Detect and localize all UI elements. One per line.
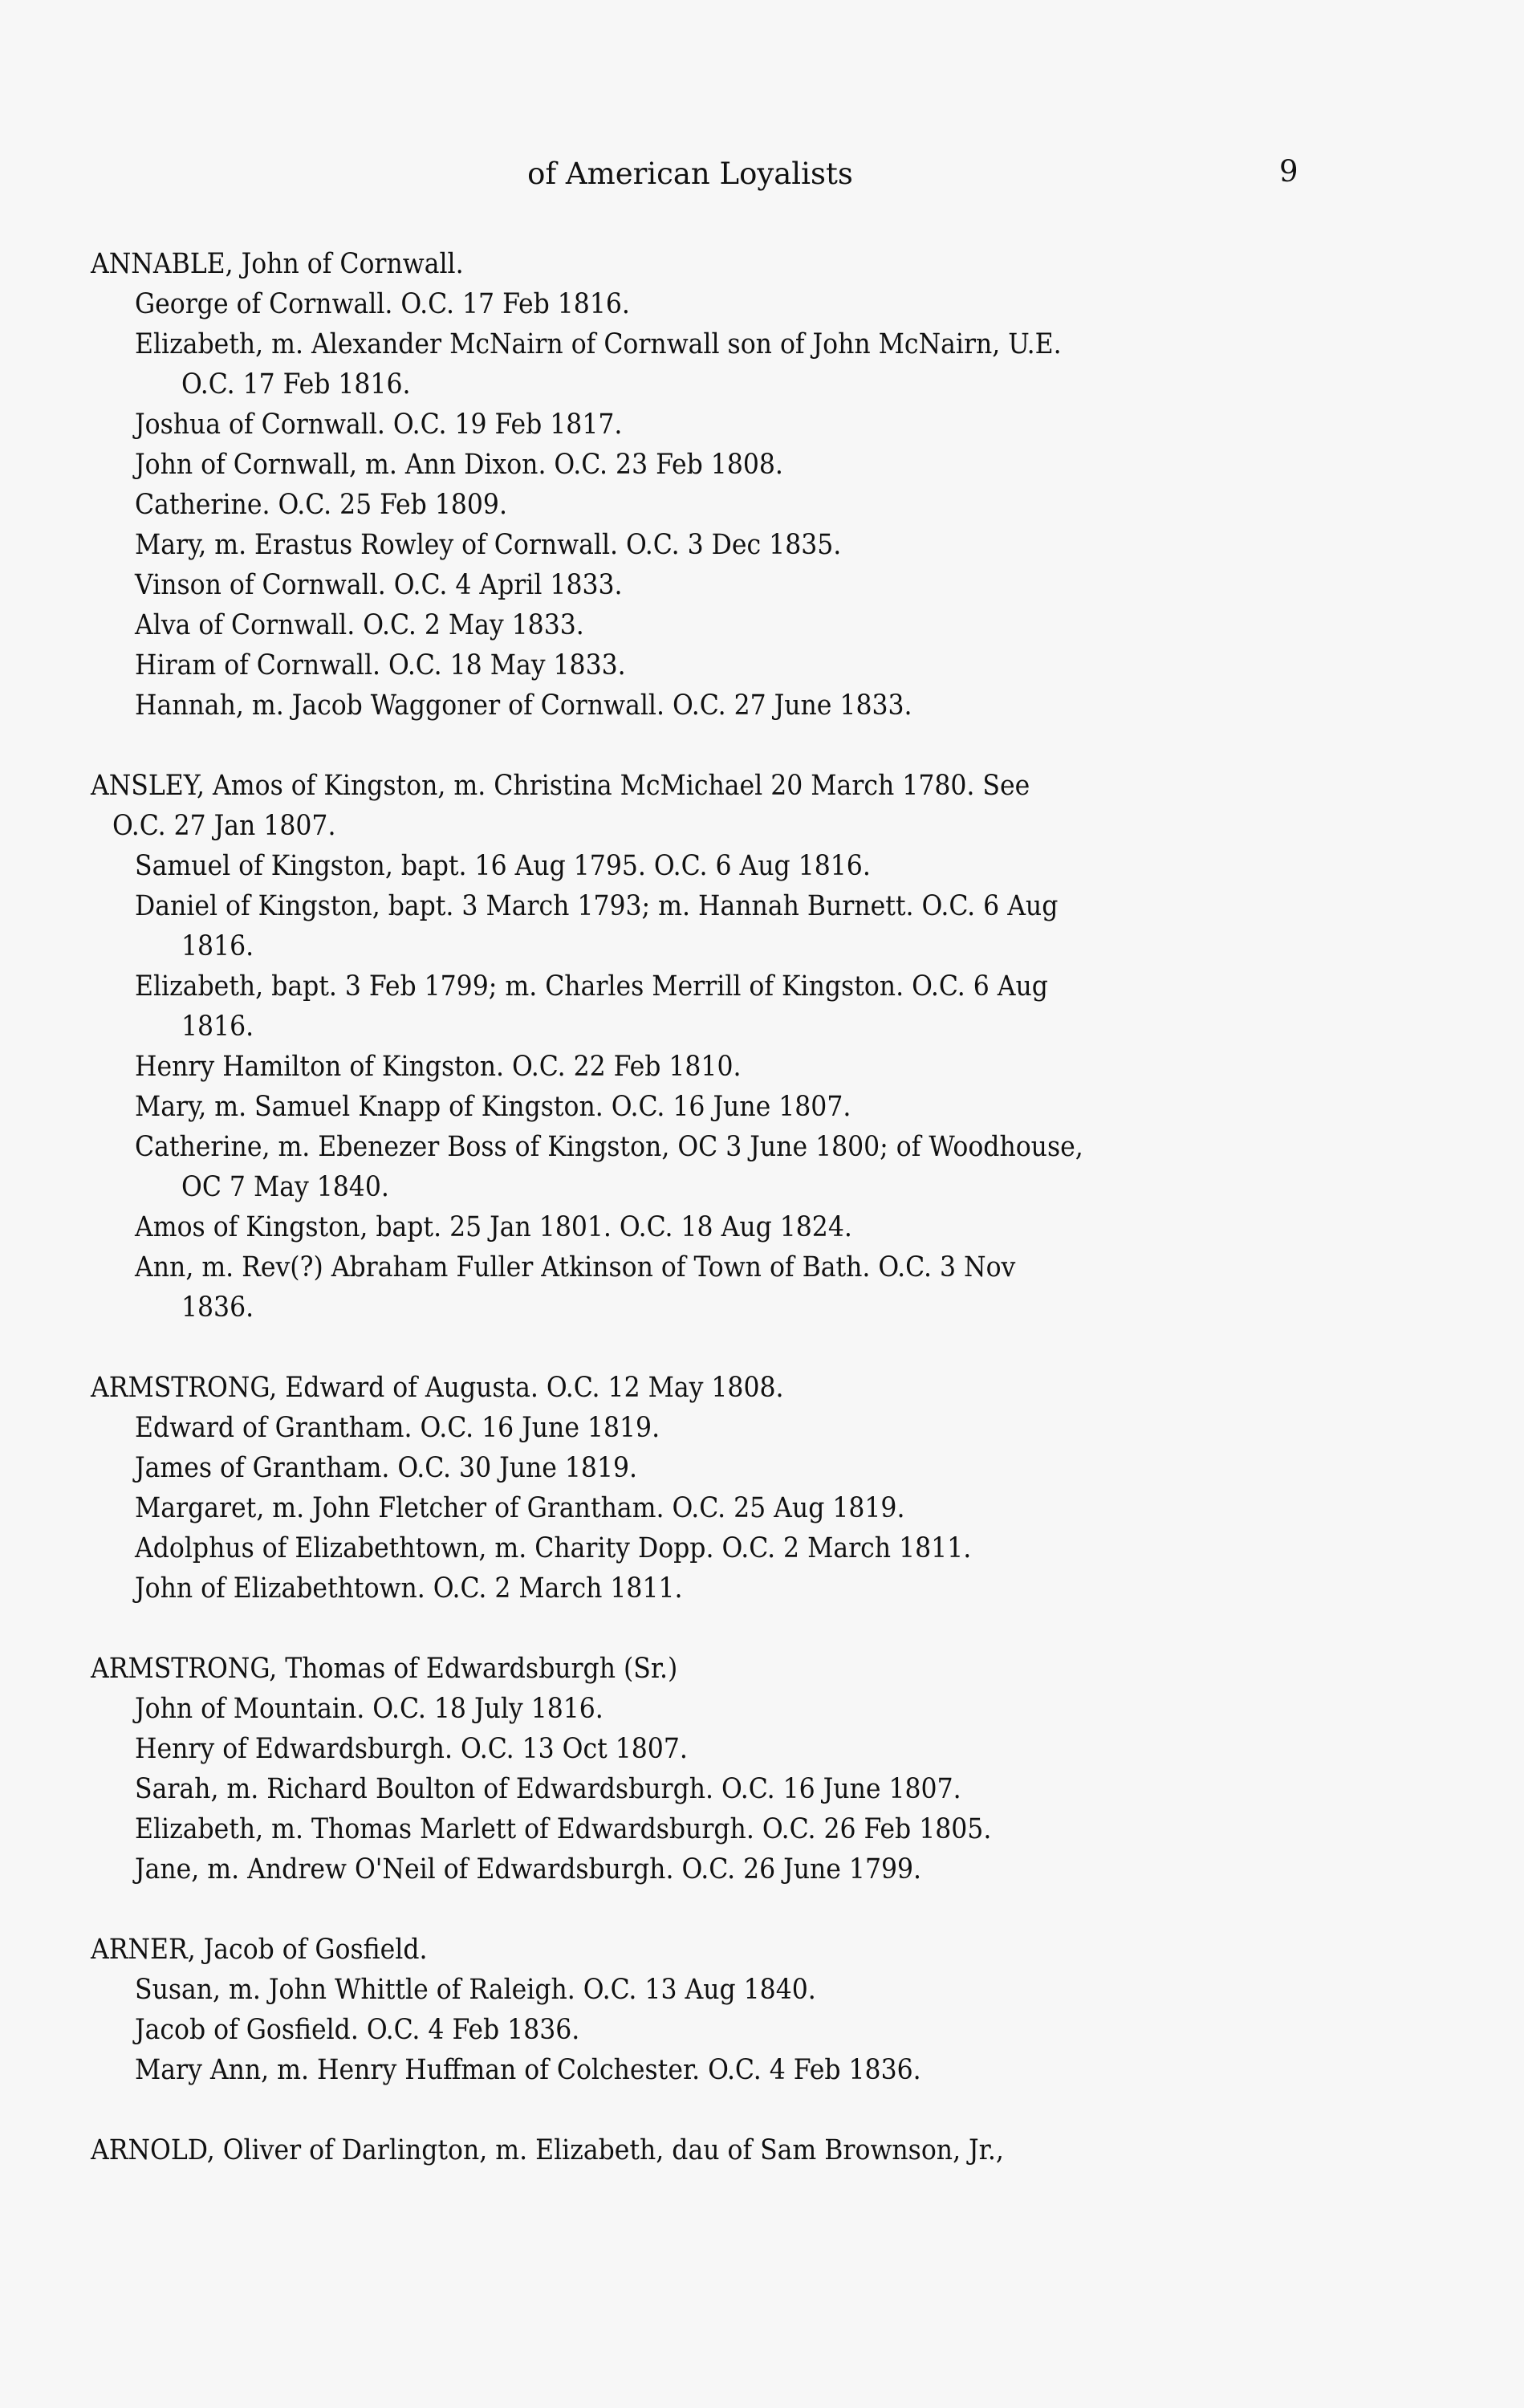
child-line: Ann, m. Rev(?) Abraham Fuller Atkinson of Town of Bath. O.C. 3 Nov <box>135 1251 1016 1283</box>
family-entry <box>0 2130 1524 2170</box>
child-entry <box>0 2010 1524 2050</box>
child-entry <box>0 1247 1524 1328</box>
child-line: Alva of Cornwall. O.C. 2 May 1833. <box>135 609 584 641</box>
child-line: John of Cornwall, m. Ann Dixon. O.C. 23 Feb 1808. <box>135 449 783 481</box>
child-continuation-line: OC 7 May 1840. <box>181 1171 389 1203</box>
family-head-line: ARNER, Jacob of Gosfield. <box>91 1934 428 1966</box>
family-head-line: ARMSTRONG, Edward of Augusta. O.C. 12 May 1808. <box>91 1372 784 1404</box>
child-entry <box>0 1689 1524 1729</box>
family-entry <box>0 244 1524 726</box>
child-entry <box>0 2050 1524 2090</box>
child-line: Henry of Edwardsburgh. O.C. 13 Oct 1807. <box>135 1733 688 1765</box>
child-line: Henry Hamilton of Kingston. O.C. 22 Feb 1810. <box>135 1051 742 1083</box>
family-head-continuation: O.C. 27 Jan 1807. <box>112 810 336 842</box>
child-entry <box>0 1408 1524 1448</box>
child-entry <box>0 1488 1524 1528</box>
child-entry <box>0 1809 1524 1849</box>
child-entry <box>0 1568 1524 1609</box>
genealogy-entries <box>0 244 1524 2211</box>
child-line: Jacob of Gosfield. O.C. 4 Feb 1836. <box>135 2014 580 2046</box>
child-line: Sarah, m. Richard Boulton of Edwardsburgh. O.C. 16 June 1807. <box>135 1773 961 1805</box>
child-line: Elizabeth, bapt. 3 Feb 1799; m. Charles Merrill of Kingston. O.C. 6 Aug <box>135 970 1048 1003</box>
child-line: James of Grantham. O.C. 30 June 1819. <box>135 1452 638 1484</box>
child-entry <box>0 1729 1524 1769</box>
child-line: Mary, m. Samuel Knapp of Kingston. O.C. 16 June 1807. <box>135 1091 851 1123</box>
child-line: Vinson of Cornwall. O.C. 4 April 1833. <box>135 569 623 601</box>
child-continuation-line: O.C. 17 Feb 1816. <box>181 368 411 401</box>
child-line: Edward of Grantham. O.C. 16 June 1819. <box>135 1412 660 1444</box>
child-line: Samuel of Kingston, bapt. 16 Aug 1795. O.C. 6 Aug 1816. <box>135 850 871 882</box>
child-entry <box>0 1087 1524 1127</box>
child-line: John of Elizabethtown. O.C. 2 March 1811. <box>135 1572 683 1605</box>
header-title: of American Loyalists <box>527 157 853 191</box>
family-head-line: ARNOLD, Oliver of Darlington, m. Elizabeth, dau of Sam Brownson, Jr., <box>91 2134 1004 2166</box>
family-entry <box>0 1930 1524 2090</box>
child-line: Elizabeth, m. Thomas Marlett of Edwardsburgh. O.C. 26 Feb 1805. <box>135 1813 992 1845</box>
child-line: Hiram of Cornwall. O.C. 18 May 1833. <box>135 649 626 681</box>
child-entry <box>0 645 1524 685</box>
child-entry <box>0 1207 1524 1247</box>
child-entry <box>0 1849 1524 1889</box>
child-entry <box>0 405 1524 445</box>
child-entry <box>0 886 1524 966</box>
child-entry <box>0 846 1524 886</box>
child-entry <box>0 1970 1524 2010</box>
child-entry <box>0 284 1524 324</box>
child-entry <box>0 1528 1524 1568</box>
child-line: Amos of Kingston, bapt. 25 Jan 1801. O.C. 18 Aug 1824. <box>135 1211 852 1243</box>
child-entry <box>0 445 1524 485</box>
child-line: Mary Ann, m. Henry Huffman of Colchester. O.C. 4 Feb 1836. <box>135 2054 921 2086</box>
child-entry <box>0 1127 1524 1207</box>
child-continuation-line: 1816. <box>181 930 254 962</box>
child-entry <box>0 565 1524 605</box>
child-continuation-line: 1836. <box>181 1291 254 1324</box>
child-line: Elizabeth, m. Alexander McNairn of Cornwall son of John McNairn, U.E. <box>135 328 1062 360</box>
family-head-line: ANSLEY, Amos of Kingston, m. Christina McMichael 20 March 1780. See <box>91 770 1030 802</box>
page-number: 9 <box>1279 154 1298 189</box>
child-entry <box>0 685 1524 726</box>
child-entry <box>0 324 1524 405</box>
child-continuation-line: 1816. <box>181 1011 254 1043</box>
child-entry <box>0 525 1524 565</box>
child-entry <box>0 966 1524 1047</box>
child-line: Catherine. O.C. 25 Feb 1809. <box>135 489 507 521</box>
child-line: George of Cornwall. O.C. 17 Feb 1816. <box>135 288 630 320</box>
child-entry <box>0 1047 1524 1087</box>
child-entry <box>0 1769 1524 1809</box>
child-line: John of Mountain. O.C. 18 July 1816. <box>135 1693 604 1725</box>
child-line: Adolphus of Elizabethtown, m. Charity Dopp. O.C. 2 March 1811. <box>135 1532 972 1564</box>
child-line: Hannah, m. Jacob Waggoner of Cornwall. O.C. 27 June 1833. <box>135 689 912 722</box>
child-line: Catherine, m. Ebenezer Boss of Kingston, OC 3 June 1800; of Woodhouse, <box>135 1131 1083 1163</box>
child-line: Susan, m. John Whittle of Raleigh. O.C. 13 Aug 1840. <box>135 1974 816 2006</box>
child-line: Joshua of Cornwall. O.C. 19 Feb 1817. <box>135 409 623 441</box>
child-line: Margaret, m. John Fletcher of Grantham. O.C. 25 Aug 1819. <box>135 1492 905 1524</box>
child-line: Jane, m. Andrew O'Neil of Edwardsburgh. O.C. 26 June 1799. <box>135 1853 922 1885</box>
child-entry <box>0 605 1524 645</box>
child-line: Mary, m. Erastus Rowley of Cornwall. O.C. 3 Dec 1835. <box>135 529 842 561</box>
family-entry <box>0 1368 1524 1609</box>
child-entry <box>0 1448 1524 1488</box>
family-entry <box>0 766 1524 1328</box>
family-head-line: ARMSTRONG, Thomas of Edwardsburgh (Sr.) <box>91 1653 678 1685</box>
child-entry <box>0 485 1524 525</box>
child-line: Daniel of Kingston, bapt. 3 March 1793; m. Hannah Burnett. O.C. 6 Aug <box>135 890 1059 922</box>
family-head-line: ANNABLE, John of Cornwall. <box>91 248 464 280</box>
family-entry <box>0 1649 1524 1889</box>
